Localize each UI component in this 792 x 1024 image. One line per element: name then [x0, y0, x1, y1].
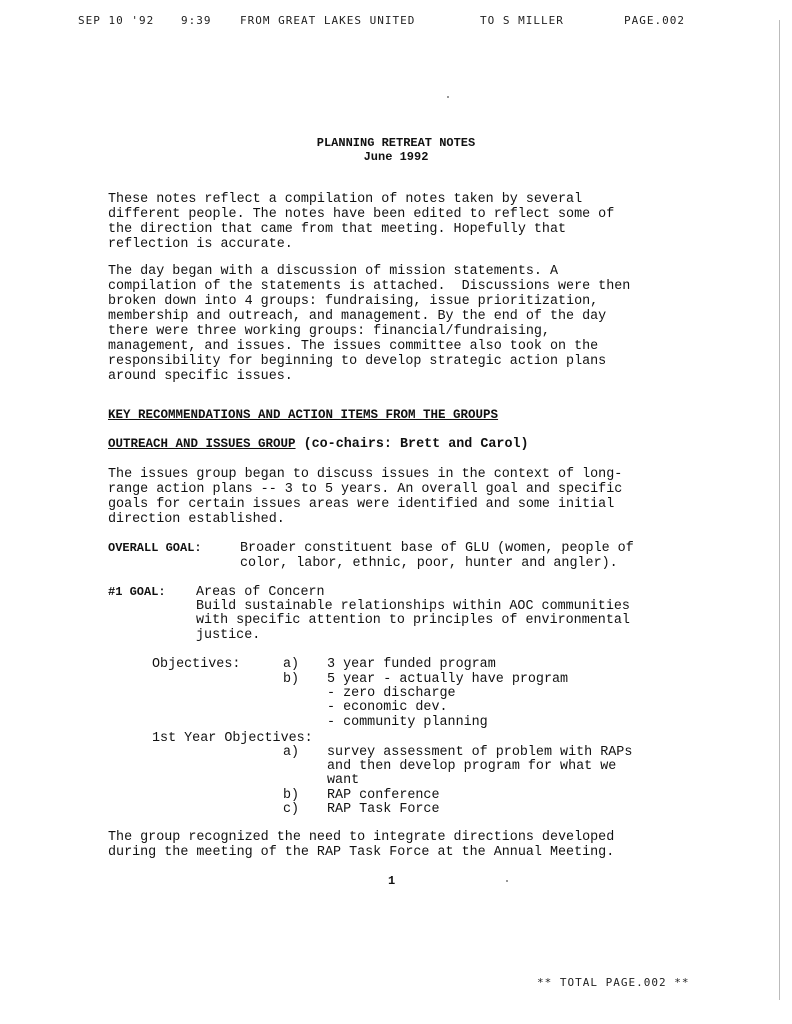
fax-footer: ** TOTAL PAGE.002 ** [537, 976, 690, 989]
paragraph-line: goals for certain issues areas were identified and some initial [108, 497, 615, 512]
paragraph-line: direction established. [108, 512, 285, 527]
objective-item: 5 year - actually have program [327, 672, 569, 687]
intro-line: different people. The notes have been edited to reflect some of [108, 207, 615, 222]
objective-subitem: - zero discharge [327, 686, 456, 701]
fax-to: TO S MILLER [480, 14, 564, 27]
overall-goal-label: OVERALL GOAL: [108, 541, 202, 555]
objectives-label: Objectives: [152, 657, 241, 672]
objective-item: RAP conference [327, 788, 440, 803]
objective-item: and then develop program for what we [327, 759, 617, 774]
section-heading: KEY RECOMMENDATIONS AND ACTION ITEMS FROM THE GROUPS [108, 408, 499, 422]
objective-subitem: - community planning [327, 715, 488, 730]
fax-from: FROM GREAT LAKES UNITED [240, 14, 416, 27]
paragraph-line: broken down into 4 groups: fundraising, issue prioritization, [108, 294, 599, 309]
paragraph-line: membership and outreach, and management. By the end of the day [108, 309, 607, 324]
overall-goal-line: color, labor, ethnic, poor, hunter and angler). [240, 556, 618, 571]
objective-marker: c) [283, 802, 300, 817]
goal-1-line: Areas of Concern [196, 585, 325, 600]
paragraph-line: The group recognized the need to integrate directions developed [108, 830, 615, 845]
group-heading [108, 437, 529, 452]
objective-subitem: - economic dev. [327, 700, 448, 715]
paragraph-line: management, and issues. The issues committee also took on the [108, 339, 599, 354]
paragraph-line: range action plans -- 3 to 5 years. An overall goal and specific [108, 482, 623, 497]
paragraph-line: compilation of the statements is attached. Discussions were then [108, 279, 631, 294]
objective-item: survey assessment of problem with RAPs [327, 745, 633, 760]
fax-time: 9:39 [181, 14, 212, 27]
fax-date: SEP 10 '92 [78, 14, 155, 27]
scan-speck [506, 880, 508, 882]
objective-marker: b) [283, 672, 300, 687]
goal-1-line: Build sustainable relationships within AOC communities [196, 599, 630, 614]
objective-item: 3 year funded program [327, 657, 496, 672]
objective-item: want [327, 773, 360, 788]
first-year-label: 1st Year Objectives: [152, 731, 313, 746]
intro-line: the direction that came from that meeting. Hopefully that [108, 222, 567, 237]
goal-1-line: with specific attention to principles of environmental [196, 613, 630, 628]
overall-goal-line: Broader constituent base of GLU (women, people of [240, 541, 634, 556]
paragraph-line: around specific issues. [108, 369, 293, 384]
objective-marker: a) [283, 745, 300, 760]
document-date: June 1992 [363, 150, 429, 164]
fax-page: PAGE.002 [624, 14, 685, 27]
scan-speck [447, 96, 449, 98]
goal-1-line: justice. [196, 628, 261, 643]
objective-item: RAP Task Force [327, 802, 440, 817]
document-title: PLANNING RETREAT NOTES [316, 136, 476, 150]
intro-line: reflection is accurate. [108, 237, 293, 252]
group-chairs: (co-chairs: Brett and Carol) [303, 437, 529, 452]
paragraph-line: during the meeting of the RAP Task Force at the Annual Meeting. [108, 845, 615, 860]
paragraph-line: responsibility for beginning to develop strategic action plans [108, 354, 607, 369]
paragraph-line: The issues group began to discuss issues in the context of long- [108, 467, 623, 482]
intro-line: These notes reflect a compilation of notes taken by several [108, 192, 583, 207]
group-name: OUTREACH AND ISSUES GROUP [108, 437, 296, 451]
objective-marker: b) [283, 788, 300, 803]
paragraph-line: there were three working groups: financial/fundraising, [108, 324, 550, 339]
page-number: 1 [388, 874, 396, 888]
objective-marker: a) [283, 657, 300, 672]
paragraph-line: The day began with a discussion of mission statements. A [108, 264, 558, 279]
scan-edge-line [779, 20, 780, 1000]
goal-1-label: #1 GOAL: [108, 585, 166, 599]
